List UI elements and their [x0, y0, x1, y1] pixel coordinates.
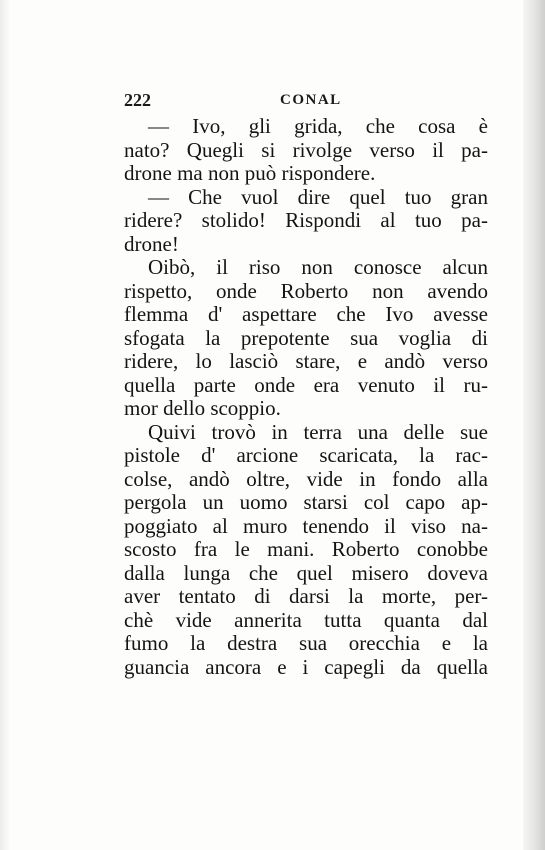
- page-edge-shadow: [523, 0, 545, 850]
- text-line: flemma d' aspettare che Ivo avesse: [124, 302, 488, 326]
- page-gutter-shadow: [0, 0, 10, 850]
- text-line: colse, andò oltre, vide in fondo alla: [124, 466, 488, 491]
- text-line: ridere? stolido! Rispondi al tuo pa-: [124, 208, 488, 232]
- page-number: 222: [124, 90, 151, 110]
- text-line: aver tentato di darsi la morte, per-: [124, 584, 488, 608]
- running-head: CONAL: [280, 92, 342, 108]
- text-line: dalla lunga che quel misero doveva: [124, 560, 488, 585]
- text-line: pistole d' arcione scaricata, la rac-: [124, 443, 488, 467]
- text-line: — Ivo, gli grida, che cosa è: [148, 114, 488, 138]
- text-line: drone!: [124, 231, 179, 256]
- text-line: guancia ancora e i capegli da quella: [124, 654, 488, 679]
- text-line: quella parte onde era venuto il ru-: [124, 372, 488, 397]
- text-line: fumo la destra sua orecchia e la: [124, 631, 488, 655]
- text-line: poggiato al muro tenendo il viso na-: [124, 513, 488, 538]
- text-line: nato? Quegli si rivolge verso il pa-: [124, 137, 488, 162]
- page-header: [124, 90, 488, 114]
- body-text: [124, 115, 488, 679]
- text-line: rispetto, onde Roberto non avendo: [124, 278, 488, 303]
- text-line: ridere, lo lasciò stare, e andò verso: [124, 349, 488, 373]
- text-line: sfogata la prepotente sua voglia di: [124, 325, 488, 350]
- text-line: chè vide annerita tutta quanta dal: [124, 607, 488, 632]
- text-line: Oibò, il riso non conosce alcun: [148, 255, 488, 279]
- text-line: Quivi trovò in terra una delle sue: [148, 419, 488, 444]
- text-line: pergola un uomo starsi col capo ap-: [124, 490, 488, 514]
- text-line: scosto fra le mani. Roberto conobbe: [124, 537, 488, 561]
- text-line: mor dello scoppio.: [124, 396, 281, 420]
- text-line: drone ma non può rispondere.: [124, 161, 376, 185]
- text-line: — Che vuol dire quel tuo gran: [148, 184, 488, 209]
